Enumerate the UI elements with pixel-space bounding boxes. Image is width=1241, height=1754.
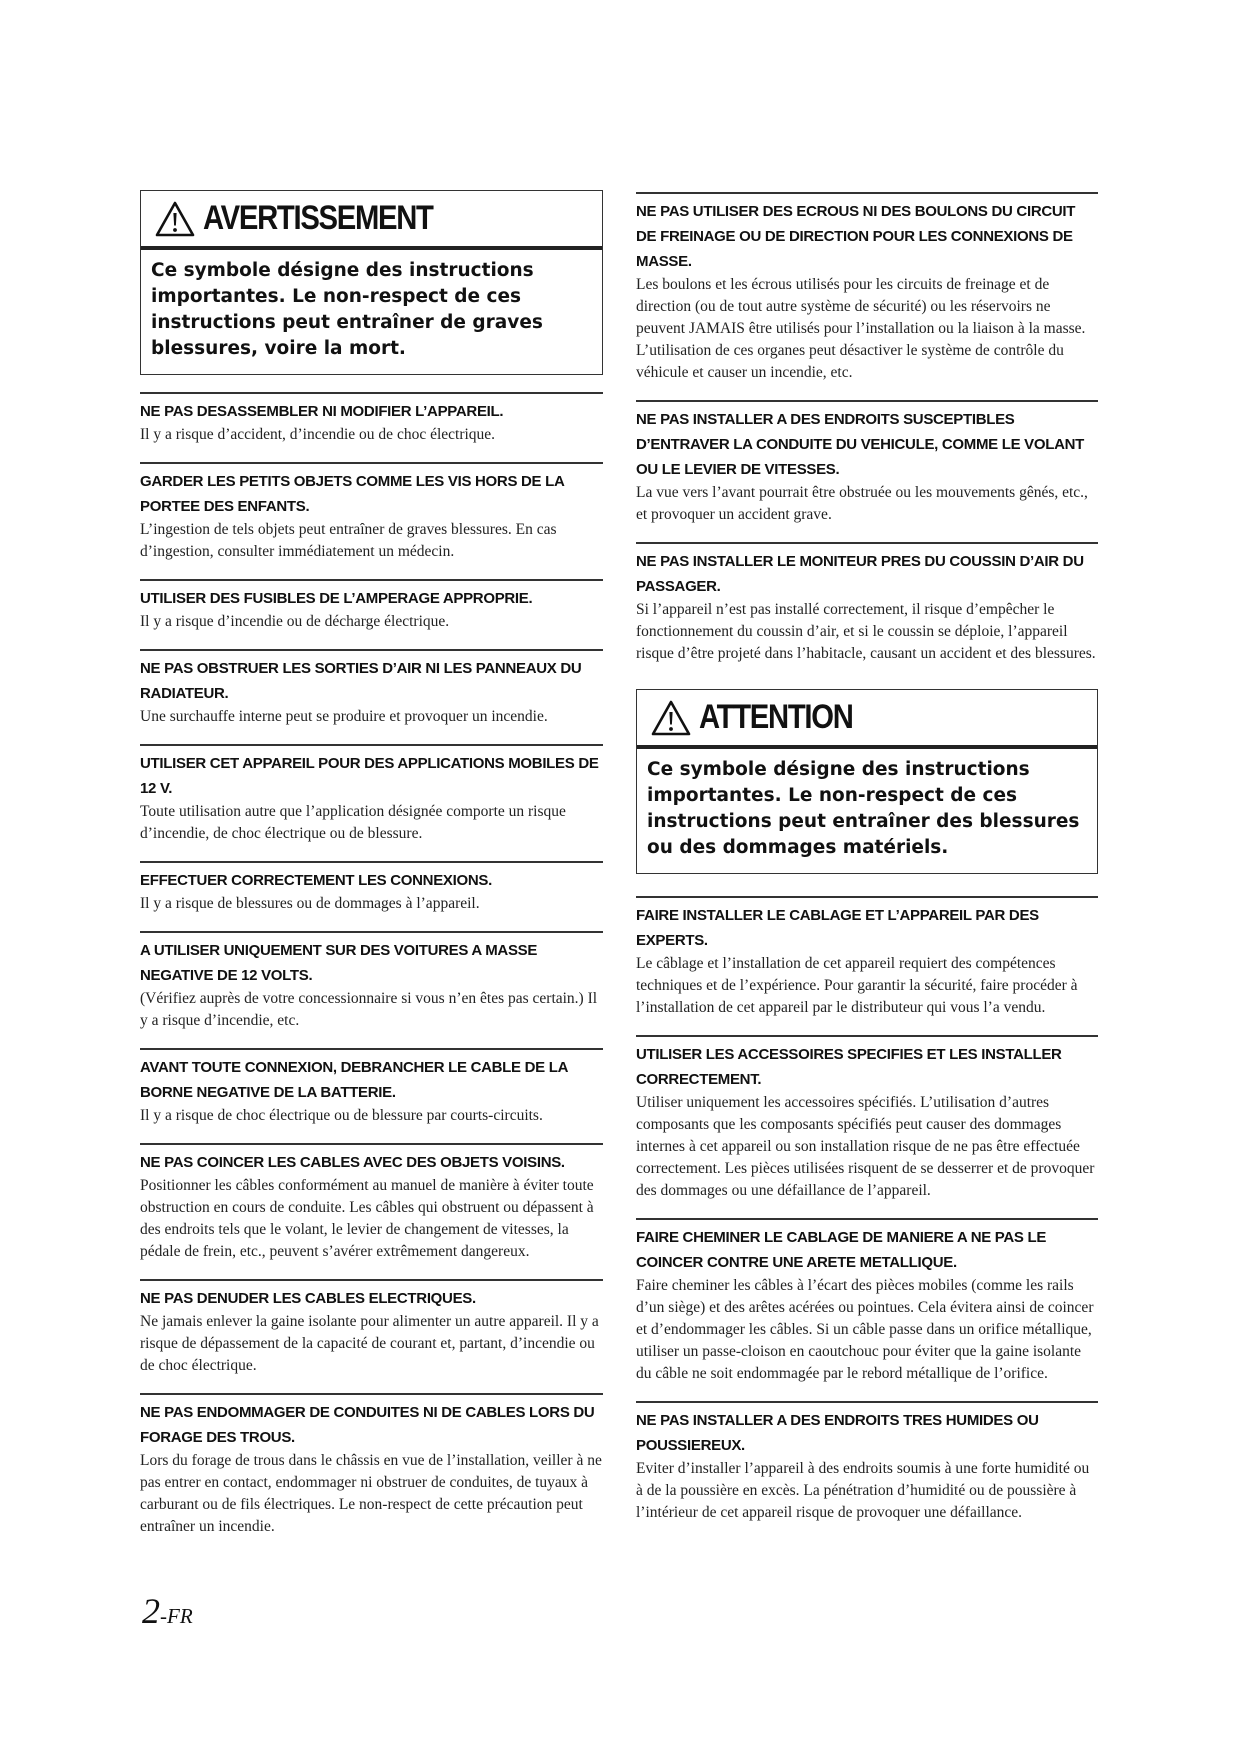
section-text: L’ingestion de tels objets peut entraîner de graves blessures. En cas d’ingestion, consulter immédiatement un médecin. (140, 521, 557, 560)
section-text: Une surchauffe interne peut se produire et provoquer un incendie. (140, 708, 548, 725)
section-text: Il y a risque de choc électrique ou de blessure par courts-circuits. (140, 1107, 543, 1124)
section (636, 1218, 1098, 1385)
section-heading: UTILISER LES ACCESSOIRES SPECIFIES ET LES INSTALLER CORRECTEMENT. (636, 1046, 1062, 1088)
section-heading: AVANT TOUTE CONNEXION, DEBRANCHER LE CABLE DE LA BORNE NEGATIVE DE LA BATTERIE. (140, 1059, 568, 1101)
right-column (636, 192, 1098, 1540)
section-heading: EFFECTUER CORRECTEMENT LES CONNEXIONS. (140, 872, 492, 889)
section-heading: UTILISER DES FUSIBLES DE L’AMPERAGE APPROPRIE. (140, 590, 533, 607)
section (140, 861, 603, 915)
left-column (140, 190, 603, 1554)
section-heading: A UTILISER UNIQUEMENT SUR DES VOITURES A MASSE NEGATIVE DE 12 VOLTS. (140, 942, 538, 984)
section-text: Il y a risque d’accident, d’incendie ou de choc électrique. (140, 426, 496, 443)
warning-triangle-icon (651, 700, 691, 736)
section (636, 542, 1098, 665)
section-text: Si l’appareil n’est pas installé correctement, il risque d’empêcher le fonctionnement du coussin d’air, et si le coussin se déploie, l’appareil risque d’être projeté dans l’habitacle, causant un accident et des blessures. (636, 601, 1096, 662)
section (140, 649, 603, 728)
attention-box (636, 689, 1098, 874)
section (636, 1035, 1098, 1202)
section-text: Positionner les câbles conformément au manuel de manière à éviter toute obstruction en cours de conduite. Les câbles qui obstruent ou dépassent à des endroits tels que le volant, le levier de changement de vitesses, la pédale de frein, etc., peuvent s’avérer extrêmement dangereux. (140, 1177, 594, 1260)
section-heading: NE PAS DESASSEMBLER NI MODIFIER L’APPAREIL. (140, 403, 504, 420)
attention-header (637, 690, 1097, 749)
section-heading: FAIRE CHEMINER LE CABLAGE DE MANIERE A NE PAS LE COINCER CONTRE UNE ARETE METALLIQUE. (636, 1229, 1047, 1271)
section-heading: NE PAS INSTALLER LE MONITEUR PRES DU COUSSIN D’AIR DU PASSAGER. (636, 553, 1084, 595)
section (140, 1048, 603, 1127)
section (140, 462, 603, 563)
section-heading: NE PAS ENDOMMAGER DE CONDUITES NI DE CABLES LORS DU FORAGE DES TROUS. (140, 1404, 595, 1446)
section-heading: UTILISER CET APPAREIL POUR DES APPLICATIONS MOBILES DE 12 V. (140, 755, 599, 797)
section (140, 1279, 603, 1377)
avertissement-box (140, 190, 603, 375)
section-text: (Vérifiez auprès de votre concessionnaire si vous n’en êtes pas certain.) Il y a risque d’incendie, etc. (140, 990, 598, 1029)
section (140, 744, 603, 845)
section (140, 392, 603, 446)
section-text: Les boulons et les écrous utilisés pour les circuits de freinage et de direction (ou de tout autre système de sécurité) ou les réservoirs ne peuvent JAMAIS être utilisés pour l’installation ou la liaison à la masse. L’utilisation de ces organes peut désactiver le système de contrôle du véhicule et causer un incendie, etc. (636, 276, 1086, 381)
page-number (142, 1590, 193, 1632)
section-text: La vue vers l’avant pourrait être obstruée ou les mouvements gênés, etc., et provoquer un accident grave. (636, 484, 1088, 523)
section-heading: NE PAS UTILISER DES ECROUS NI DES BOULONS DU CIRCUIT DE FREINAGE OU DE DIRECTION POUR LES CONNEXIONS DE MASSE. (636, 203, 1076, 270)
section (636, 400, 1098, 526)
section-text: Il y a risque d’incendie ou de décharge électrique. (140, 613, 450, 630)
section-text: Toute utilisation autre que l’application désignée comporte un risque d’incendie, de choc électrique ou de blessure. (140, 803, 566, 842)
section-text: Le câblage et l’installation de cet appareil requiert des compétences techniques et de l’expérience. Pour garantir la sécurité, faire procéder à l’installation de cet appareil par le distributeur qui vous l’a vendu. (636, 955, 1078, 1016)
section-heading: NE PAS COINCER LES CABLES AVEC DES OBJETS VOISINS. (140, 1154, 565, 1171)
section-text: Utiliser uniquement les accessoires spécifiés. L’utilisation d’autres composants que les composants spécifiés peut causer des dommages internes à cet appareil ou son installation risque de ne pas être effectuée correctement. Les pièces utilisées risquent de se desserrer et de provoquer des dommages ou une défaillance de l’appareil. (636, 1094, 1095, 1199)
section (140, 1143, 603, 1263)
section-heading: NE PAS INSTALLER A DES ENDROITS TRES HUMIDES OU POUSSIEREUX. (636, 1412, 1039, 1454)
section (636, 192, 1098, 384)
page-number-suffix: -FR (160, 1604, 193, 1628)
avertissement-header (141, 191, 602, 250)
section-heading: FAIRE INSTALLER LE CABLAGE ET L’APPAREIL PAR DES EXPERTS. (636, 907, 1039, 949)
section (140, 931, 603, 1032)
attention-text: Ce symbole désigne des instructions importantes. Le non-respect de ces instructions peut entraîner des blessures ou des dommages matériels. (647, 759, 1080, 858)
section (636, 896, 1098, 1019)
section-text: Ne jamais enlever la gaine isolante pour alimenter un autre appareil. Il y a risque de dépassement de la capacité de courant et, partant, d’incendie ou de choc électrique. (140, 1313, 599, 1374)
warning-triangle-icon (155, 201, 195, 237)
avertissement-title: AVERTISSEMENT (203, 199, 433, 237)
section (140, 1393, 603, 1538)
avertissement-text: Ce symbole désigne des instructions importantes. Le non-respect de ces instructions peut entraîner de graves blessures, voire la mort. (151, 260, 543, 359)
section-heading: NE PAS OBSTRUER LES SORTIES D’AIR NI LES PANNEAUX DU RADIATEUR. (140, 660, 582, 702)
section-text: Lors du forage de trous dans le châssis en vue de l’installation, veiller à ne pas entrer en contact, endommager ni obstruer de conduites, de tuyaux à carburant ou de fils électriques. Le non-respect de cette précaution peut entraîner un incendie. (140, 1452, 602, 1535)
section (636, 1401, 1098, 1524)
page-number-value: 2 (142, 1591, 160, 1631)
section-text: Il y a risque de blessures ou de dommages à l’appareil. (140, 895, 480, 912)
section-heading: NE PAS INSTALLER A DES ENDROITS SUSCEPTIBLES D’ENTRAVER LA CONDUITE DU VEHICULE, COMME LE VOLANT OU LE LEVIER DE VITESSES. (636, 411, 1085, 478)
section-text: Eviter d’installer l’appareil à des endroits soumis à une forte humidité ou à de la poussière en excès. La pénétration d’humidité ou de poussière à l’intérieur de cet appareil risque de provoquer une défaillance. (636, 1460, 1090, 1521)
section-text: Faire cheminer les câbles à l’écart des pièces mobiles (comme les rails d’un siège) et des arêtes acérées ou pointues. Cela évitera ainsi de coincer et d’endommager les câbles. Si un câble passe dans un orifice métallique, utiliser un passe-cloison en caoutchouc pour éviter que la gaine isolante du câble ne soit endommagée par le rebord métallique de l’orifice. (636, 1277, 1094, 1382)
attention-title: ATTENTION (699, 698, 853, 736)
section-heading: NE PAS DENUDER LES CABLES ELECTRIQUES. (140, 1290, 476, 1307)
section (140, 579, 603, 633)
section-heading: GARDER LES PETITS OBJETS COMME LES VIS HORS DE LA PORTEE DES ENFANTS. (140, 473, 564, 515)
